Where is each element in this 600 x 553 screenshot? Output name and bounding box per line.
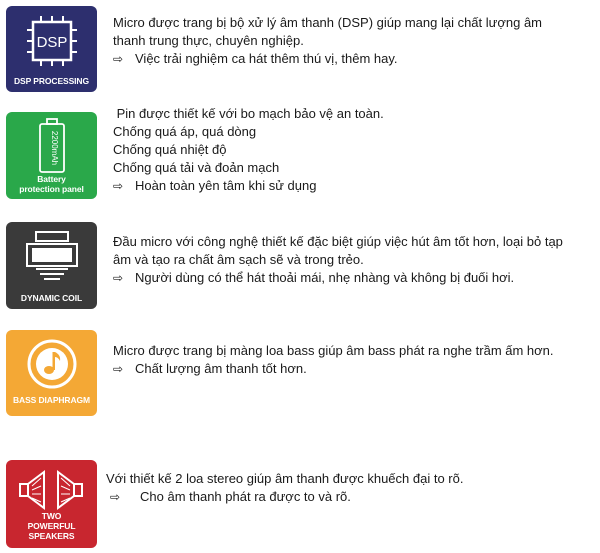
battery-icon bbox=[37, 118, 67, 174]
description-line: Đầu micro với công nghệ thiết kế đặc biệt giúp việc hút âm tốt hơn, loại bỏ tạp bbox=[113, 234, 563, 249]
dsp-chip-label: DSP bbox=[36, 34, 68, 51]
badge-label: Battery protection panel bbox=[19, 174, 84, 194]
arrow-icon: ⇨ bbox=[113, 362, 124, 376]
battery-capacity-label: 2200mAh bbox=[50, 130, 59, 166]
description-line: Chống quá áp, quá dòng bbox=[113, 124, 257, 139]
description-line: Pin được thiết kế với bo mạch bảo vệ an toàn. bbox=[113, 106, 384, 121]
arrow-icon: ⇨ bbox=[113, 179, 124, 193]
description-line: thanh trung thực, chuyên nghiệp. bbox=[113, 33, 304, 48]
dsp-processing-badge bbox=[6, 6, 97, 92]
dsp-chip-icon bbox=[27, 16, 77, 66]
badge-label: DSP PROCESSING bbox=[14, 76, 89, 86]
feature-dynamic-coil-description bbox=[113, 233, 563, 287]
feature-dsp-description bbox=[113, 14, 542, 68]
bass-diaphragm-badge bbox=[6, 330, 97, 416]
badge-label: TWO POWERFUL SPEAKERS bbox=[27, 511, 76, 541]
speakers-icon bbox=[16, 466, 86, 512]
description-line: Chống quá nhiệt độ bbox=[113, 142, 227, 157]
description-line: Chống quá tải và đoản mạch bbox=[113, 160, 280, 175]
bullet-line: ⇨ Chất lượng âm thanh tốt hơn. bbox=[113, 361, 307, 376]
description-line: Với thiết kế 2 loa stereo giúp âm thanh được khuếch đại to rõ. bbox=[106, 471, 464, 486]
badge-label: DYNAMIC COIL bbox=[20, 293, 83, 303]
bullet-line: ⇨ Hoàn toàn yên tâm khi sử dụng bbox=[113, 178, 317, 193]
feature-bass-description bbox=[113, 342, 554, 378]
arrow-icon: ⇨ bbox=[113, 52, 124, 66]
feature-speakers-description bbox=[106, 470, 463, 506]
two-speakers-badge bbox=[6, 460, 97, 548]
arrow-icon: ⇨ bbox=[113, 271, 124, 285]
description-line: Micro được trang bị màng loa bass giúp âm bass phát ra nghe trầm ấm hơn. bbox=[113, 343, 554, 358]
description-line: Micro được trang bị bộ xử lý âm thanh (DSP) giúp mang lại chất lượng âm bbox=[113, 15, 542, 30]
description-line: âm và tạo ra chất âm sạch sẽ và trong trẻo. bbox=[113, 252, 364, 267]
bullet-line: ⇨ Việc trải nghiệm ca hát thêm thú vị, thêm hay. bbox=[113, 51, 398, 66]
bullet-line: ⇨ Cho âm thanh phát ra được to và rõ. bbox=[110, 489, 351, 504]
battery-protection-badge bbox=[6, 112, 97, 199]
arrow-icon: ⇨ bbox=[110, 490, 121, 504]
feature-battery-description bbox=[113, 105, 384, 195]
music-note-icon bbox=[26, 338, 78, 390]
dynamic-coil-icon bbox=[26, 231, 78, 283]
dynamic-coil-badge bbox=[6, 222, 97, 309]
badge-label: BASS DIAPHRAGM bbox=[13, 395, 90, 405]
bullet-line: ⇨ Người dùng có thể hát thoải mái, nhẹ nhàng và không bị đuối hơi. bbox=[113, 270, 515, 285]
